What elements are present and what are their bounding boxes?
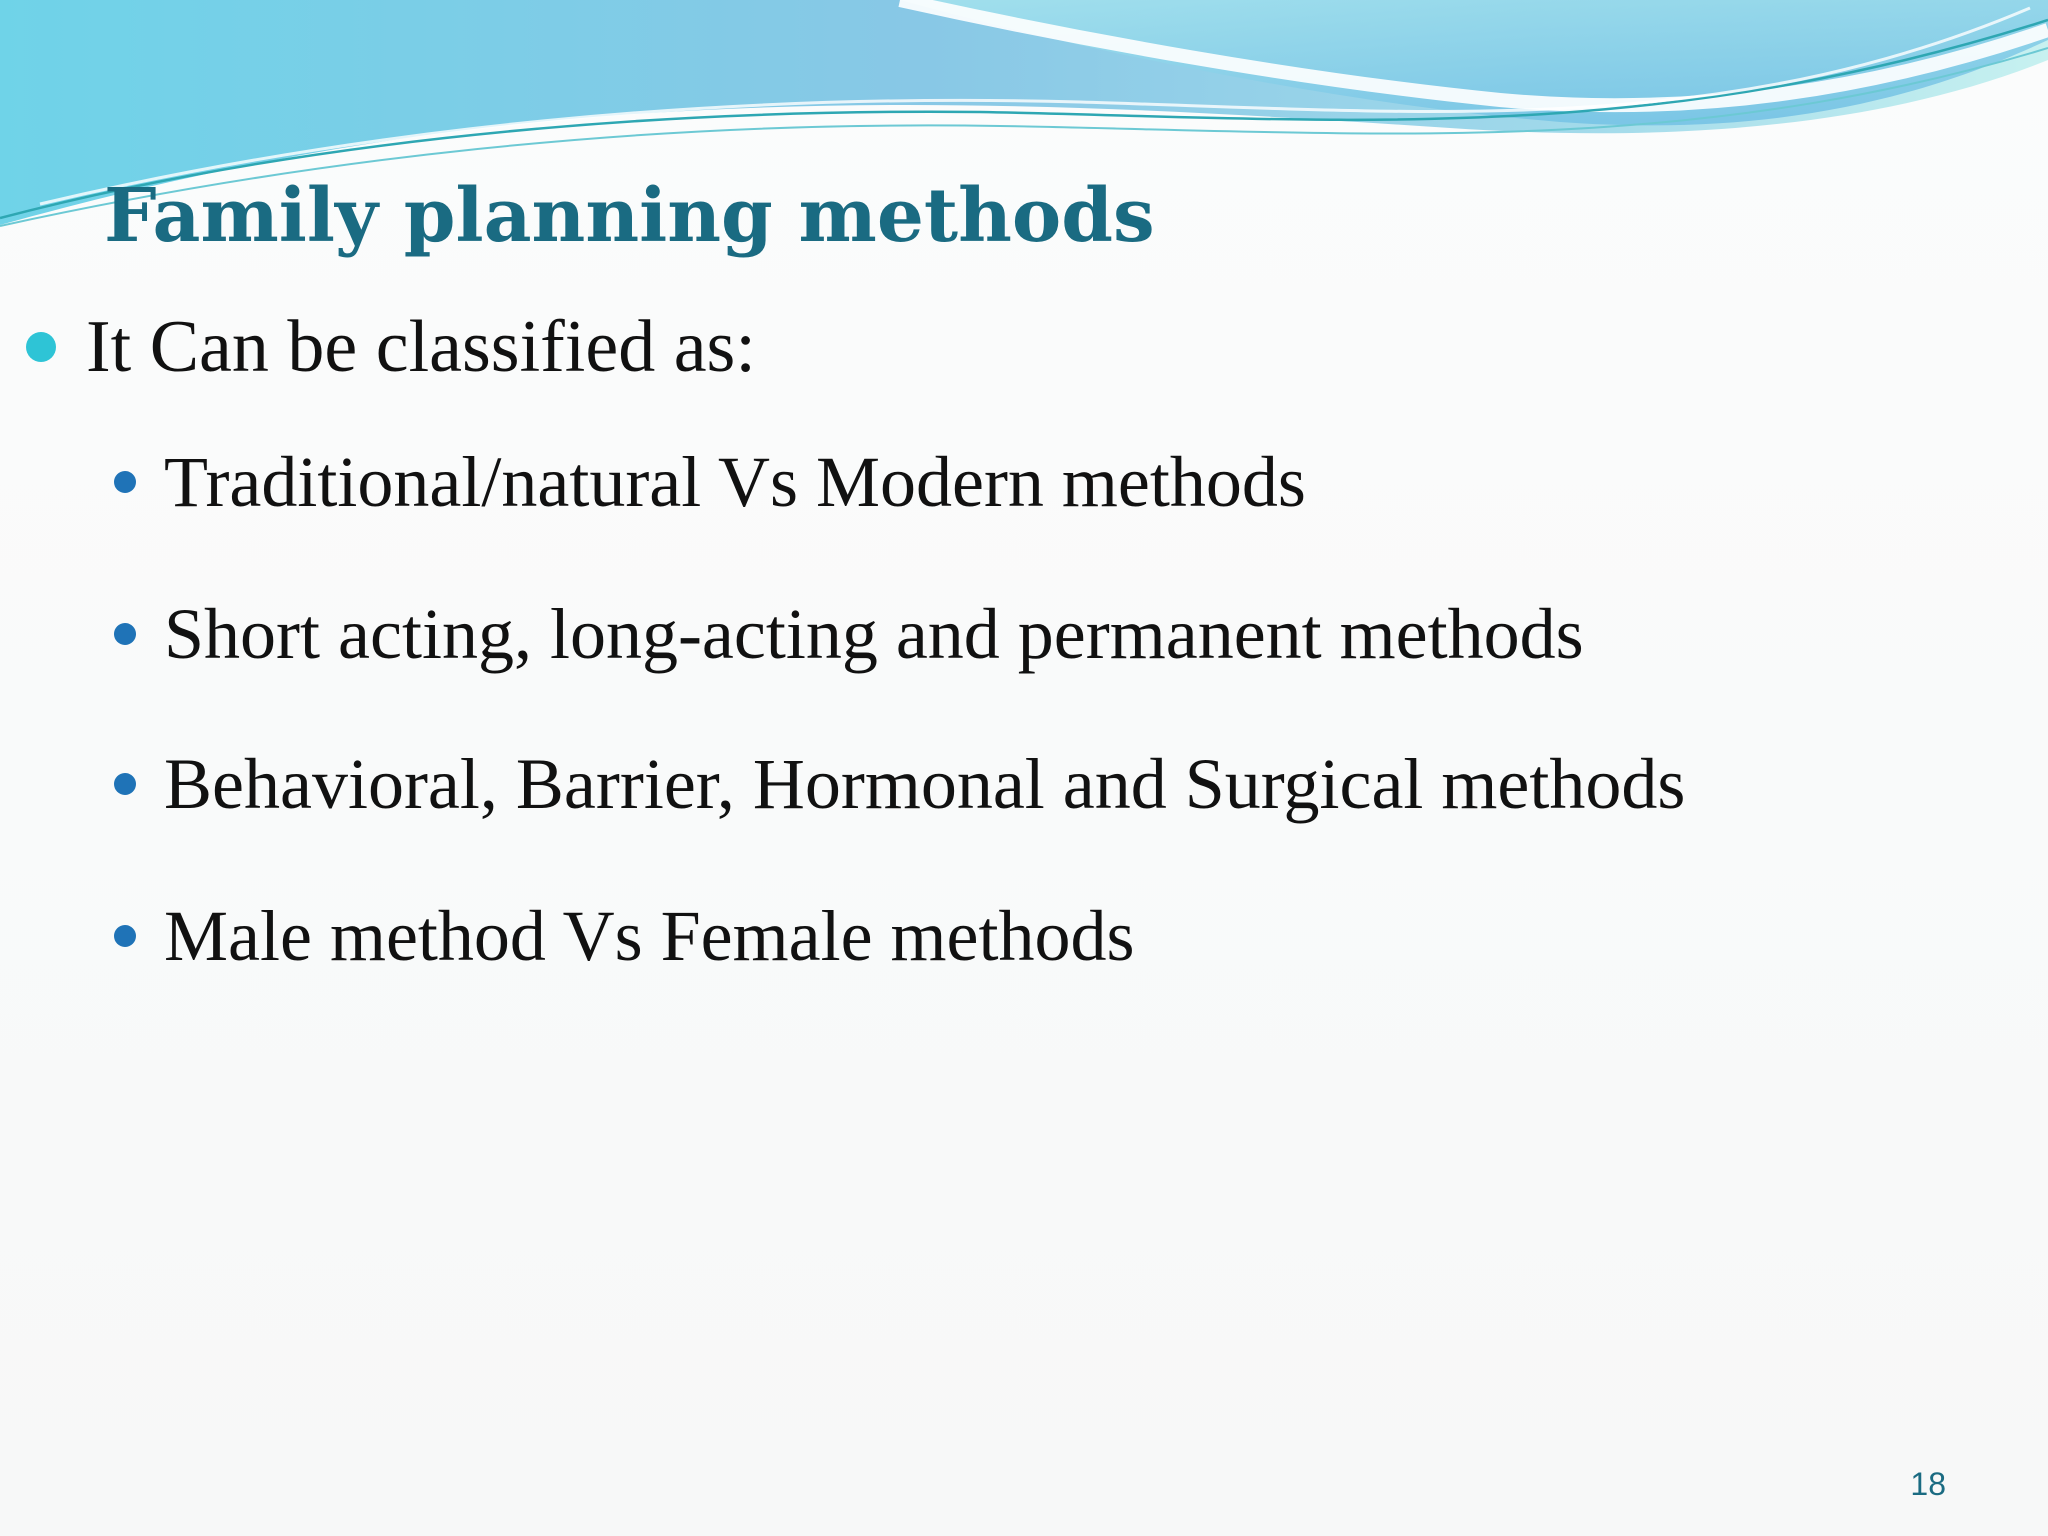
sub-bullet-gender xyxy=(114,892,1135,980)
bullet-level-1 xyxy=(26,302,756,392)
bullet-text: It Can be classified as: xyxy=(86,306,756,388)
sub-bullet-dot-icon xyxy=(114,773,136,795)
bullet-dot-icon xyxy=(26,332,56,362)
sub-bullet-text: Male method Vs Female methods xyxy=(164,896,1135,976)
slide-title: Family planning methods xyxy=(104,173,1155,259)
sub-bullet-text: Traditional/natural Vs Modern methods xyxy=(164,442,1306,522)
sub-bullet-traditional-modern xyxy=(114,438,1306,526)
sub-bullet-mechanism xyxy=(114,740,1685,828)
sub-bullet-text: Short acting, long-acting and permanent methods xyxy=(164,594,1584,674)
sub-bullet-duration xyxy=(114,590,1584,678)
sub-bullet-text: Behavioral, Barrier, Hormonal and Surgical methods xyxy=(164,744,1686,824)
sub-bullet-dot-icon xyxy=(114,925,136,947)
sub-bullet-dot-icon xyxy=(114,471,136,493)
sub-bullet-dot-icon xyxy=(114,623,136,645)
slide-number: 18 xyxy=(1910,1466,1946,1502)
